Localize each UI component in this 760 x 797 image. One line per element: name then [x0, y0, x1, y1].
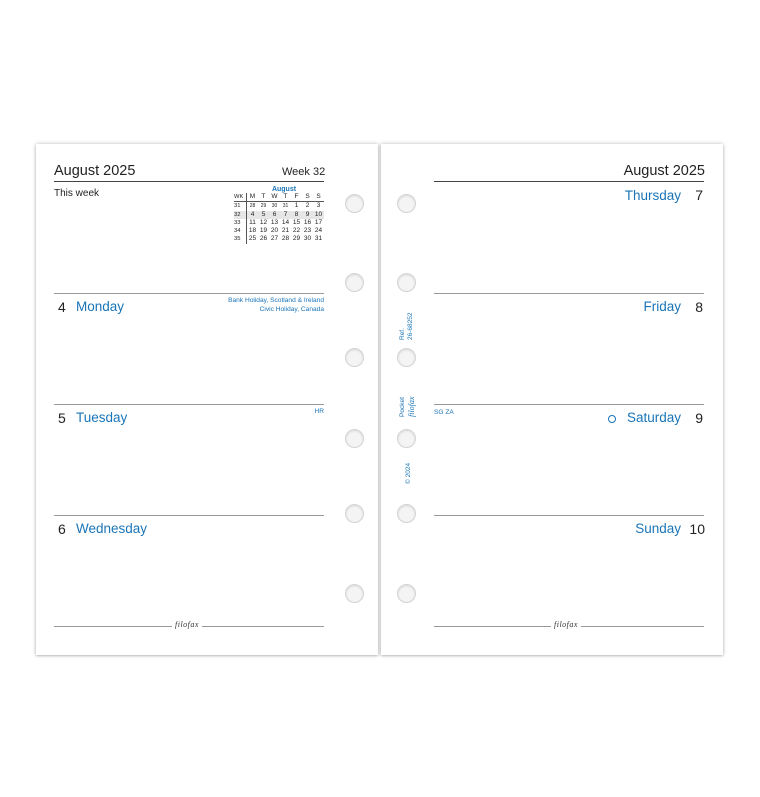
mini-cal-day: 28: [281, 235, 290, 243]
mini-cal-day: 18: [248, 227, 257, 235]
mini-calendar-week: [234, 202, 324, 210]
mini-cal-day: 6: [272, 210, 277, 218]
spine-brand: [407, 397, 416, 417]
day-name-tuesday: Tuesday: [76, 410, 128, 425]
mini-cal-head: S: [316, 193, 321, 200]
day-name-saturday: Saturday: [626, 410, 681, 425]
mini-cal-day: 31: [314, 235, 323, 243]
binder-hole: [397, 194, 416, 213]
mini-cal-day: 13: [270, 218, 279, 226]
header-rule: [434, 181, 704, 182]
mini-cal-day: 30: [303, 235, 312, 243]
day-name-friday: Friday: [643, 299, 681, 314]
mini-cal-day: 19: [259, 227, 268, 235]
day-number-sunday: 10: [689, 521, 705, 537]
mini-cal-day: 3: [316, 202, 321, 210]
mini-cal-head: M: [249, 193, 256, 200]
mini-cal-day: 2: [305, 202, 310, 210]
mini-cal-head: F: [294, 193, 299, 200]
country-note: HR: [314, 408, 324, 415]
mini-cal-head: S: [305, 193, 310, 200]
binder-hole: [397, 584, 416, 603]
binder-hole: [345, 429, 364, 448]
mini-calendar-week: [234, 219, 324, 227]
mini-calendar-header: [234, 193, 324, 202]
spine-size-label: Pocket: [399, 397, 406, 417]
mini-cal-day: 20: [270, 227, 279, 235]
mini-cal-head: W: [271, 193, 278, 200]
binder-hole: [345, 194, 364, 213]
day-number-wednesday: 6: [58, 521, 66, 537]
mini-cal-wk: 32: [234, 211, 247, 219]
mini-cal-day: 28: [249, 203, 256, 210]
mini-cal-head: T: [283, 193, 288, 200]
holiday-note: Civic Holiday, Canada: [259, 306, 324, 313]
mini-cal-wk: 35: [234, 235, 247, 243]
mini-cal-day: 5: [261, 210, 266, 218]
binder-hole: [345, 504, 364, 523]
mini-cal-day: 24: [314, 227, 323, 235]
day-name-sunday: Sunday: [635, 521, 681, 536]
moon-phase-icon: [608, 415, 616, 423]
filofax-logo: filofax: [551, 620, 581, 629]
day-name-thursday: Thursday: [624, 188, 681, 203]
spine-ref: [399, 328, 406, 340]
spine-ref-label: Ref.: [399, 328, 406, 340]
day-divider: [54, 293, 324, 294]
day-divider: [434, 293, 704, 294]
mini-cal-day: 21: [281, 227, 290, 235]
day-number-tuesday: 5: [58, 410, 66, 426]
mini-cal-day: 12: [259, 218, 268, 226]
mini-calendar-title: August: [271, 186, 297, 193]
spine-brand-label: filofax: [407, 396, 416, 417]
mini-cal-day: 31: [282, 203, 289, 210]
binder-hole: [397, 348, 416, 367]
day-divider: [434, 404, 704, 405]
mini-cal-day: 8: [294, 210, 299, 218]
day-number-thursday: 7: [695, 187, 703, 203]
mini-cal-day: 22: [292, 227, 301, 235]
binder-hole: [345, 348, 364, 367]
spine-copyright-label: © 2024: [405, 462, 412, 484]
mini-cal-wk: 34: [234, 227, 247, 235]
mini-cal-day: 11: [249, 218, 256, 226]
mini-cal-day: 1: [294, 202, 299, 210]
mini-cal-day: 9: [305, 210, 310, 218]
day-divider: [434, 515, 704, 516]
binder-hole: [397, 504, 416, 523]
day-name-monday: Monday: [76, 299, 125, 314]
mini-cal-day: 16: [303, 218, 312, 226]
page-month-year: August 2025: [623, 163, 705, 179]
spine-size: [399, 397, 406, 417]
header-rule: [54, 181, 324, 182]
spine-copyright: [405, 463, 412, 484]
day-number-friday: 8: [695, 299, 703, 315]
mini-cal-day: 29: [292, 235, 301, 243]
binder-hole: [397, 429, 416, 448]
spine-code-label: 26-68252: [407, 312, 414, 340]
holiday-note: Bank Holiday, Scotland & Ireland: [228, 297, 324, 304]
mini-cal-day: 15: [292, 218, 301, 226]
mini-calendar-week: [234, 235, 324, 243]
mini-cal-day: 17: [314, 218, 323, 226]
mini-cal-day: 26: [259, 235, 268, 243]
mini-cal-wk: 31: [234, 202, 247, 210]
right-page: [381, 144, 723, 655]
mini-cal-day: 30: [271, 203, 278, 210]
page-month-year: August 2025: [54, 163, 136, 179]
day-number-saturday: 9: [695, 410, 703, 426]
mini-cal-wk: 33: [234, 219, 247, 227]
this-week-label: This week: [54, 188, 100, 199]
mini-cal-day: 25: [248, 235, 257, 243]
week-label: Week 32: [282, 166, 326, 178]
spine-code: [407, 313, 414, 340]
mini-cal-head: WK: [234, 193, 247, 201]
mini-cal-head: T: [261, 193, 266, 200]
mini-cal-day: 27: [270, 235, 279, 243]
mini-cal-day: 23: [303, 227, 312, 235]
day-number-monday: 4: [58, 299, 66, 315]
mini-calendar-week: [234, 227, 324, 235]
filofax-logo: filofax: [172, 620, 202, 629]
binder-hole: [397, 273, 416, 292]
day-divider: [54, 404, 324, 405]
country-note: SG ZA: [434, 409, 454, 416]
mini-calendar: [234, 186, 324, 244]
day-name-wednesday: Wednesday: [76, 521, 148, 536]
mini-cal-day: 4: [250, 210, 255, 218]
mini-cal-day: 14: [281, 218, 290, 226]
day-divider: [54, 515, 324, 516]
binder-hole: [345, 584, 364, 603]
mini-cal-day: 7: [283, 210, 288, 218]
left-page: [36, 144, 378, 655]
mini-cal-day: 29: [260, 203, 267, 210]
binder-hole: [345, 273, 364, 292]
mini-cal-day: 10: [314, 210, 323, 218]
mini-calendar-week-current: [234, 211, 324, 219]
